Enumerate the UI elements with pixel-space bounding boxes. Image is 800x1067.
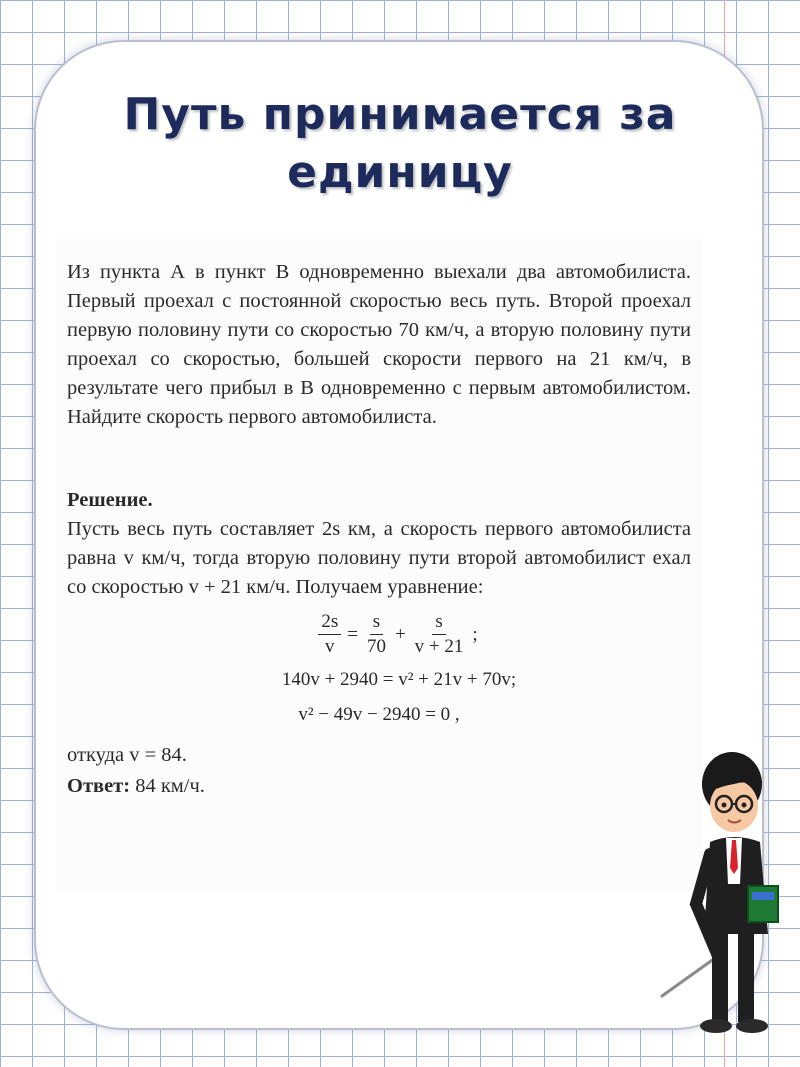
solution-heading: Решение. [67,489,153,511]
teacher-character-illustration [656,744,786,1044]
plus-sign: + [394,624,406,645]
fraction-denominator: v + 21 [414,636,464,657]
fraction-numerator: s [432,610,445,635]
fraction-denominator: 70 [366,636,386,657]
fraction-s-over-70 [364,610,389,659]
equation-1 [105,610,691,659]
solution-text: Пусть весь путь составляет 2s км, а скорость первого автомобилиста равна v км/ч, тогда вторую половину пути второй автомобилист ехал со скоростью v + 21 км/ч. Получаем уравнение: [67,518,691,598]
problem-text: Из пункта А в пункт В одновременно выехали два автомобилиста. Первый проехал с постоянной скоростью весь путь. Второй проехал первую половину пути со скоростью 70 км/ч, а вторую половину пути проехал со скоростью, большей скорости первого на 21 км/ч, в результате чего прибыл в В одновременно с первым автомобилистом. Найдите скорость первого автомобилиста. [67,261,691,428]
title-line-2: единицу [287,147,513,198]
fraction-2s-over-v [318,610,341,659]
fraction-denominator: v [325,636,335,657]
fraction-s-over-v-plus-21 [412,610,467,659]
equation-2: 140v + 2940 = v² + 21v + 70v; [281,669,517,690]
title-line-1: Путь принимается за [123,89,677,140]
content-panel [55,238,703,892]
slide-title [60,86,740,202]
answer-line [67,772,691,801]
answer-value: 84 км/ч. [130,775,205,797]
fraction-numerator: 2s [318,610,341,635]
result-text: откуда v = 84. [67,744,187,766]
answer-label: Ответ: [67,775,131,797]
equals-sign: = [347,624,358,645]
equation-3: v² − 49v − 2940 = 0 , [298,704,460,725]
fraction-numerator: s [370,610,383,635]
equation-end: ; [472,624,478,645]
